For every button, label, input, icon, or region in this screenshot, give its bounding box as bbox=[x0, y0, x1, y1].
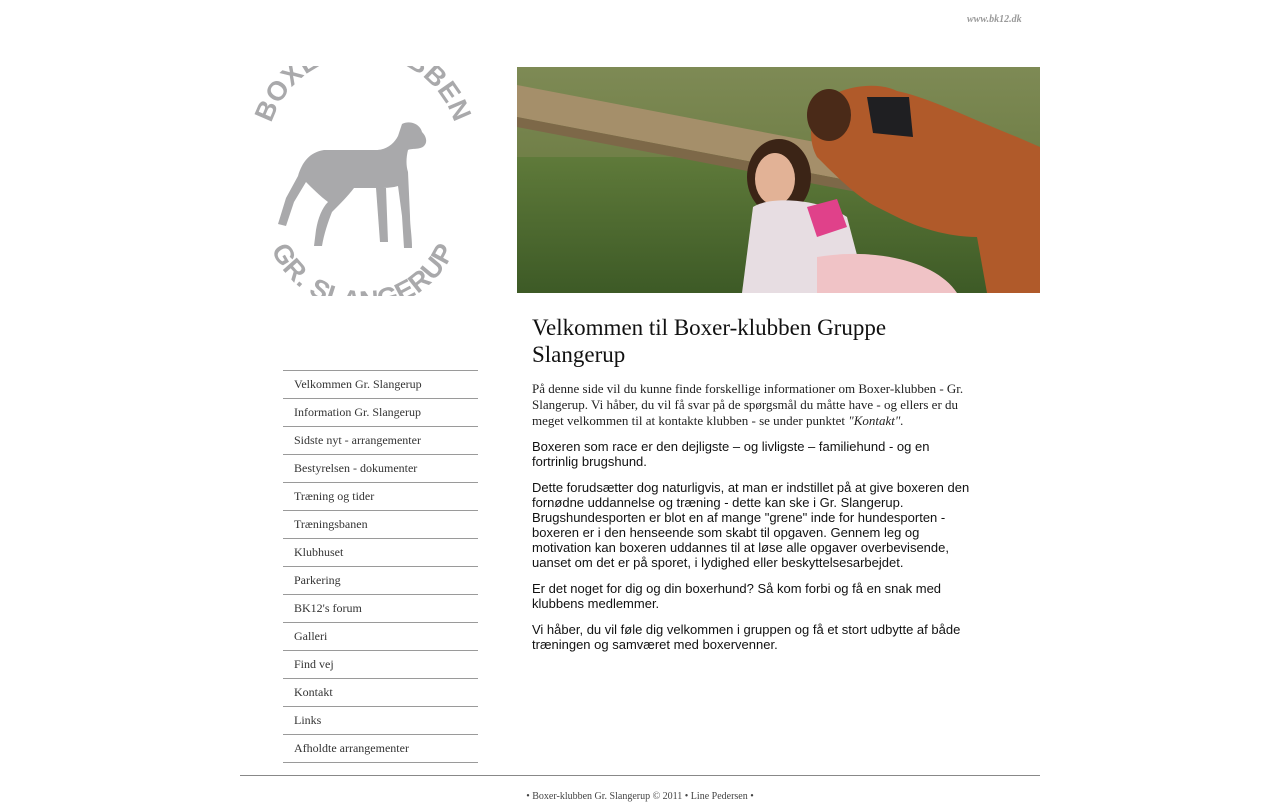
nav-item-bestyrelsen[interactable] bbox=[283, 455, 478, 483]
nav-item-traeningsbanen[interactable] bbox=[283, 511, 478, 539]
svg-text:GR. SLANGERUP bbox=[266, 238, 461, 296]
nav-link[interactable]: Klubhuset bbox=[294, 545, 344, 559]
boxer-dog-icon bbox=[278, 122, 426, 248]
nav-item-afholdte[interactable] bbox=[283, 735, 478, 763]
main-nav bbox=[283, 370, 478, 763]
nav-link[interactable]: Træning og tider bbox=[294, 489, 375, 503]
hero-photo bbox=[517, 67, 1040, 293]
page-title: Velkommen til Boxer-klubben Gruppe Slangerup bbox=[532, 315, 887, 367]
nav-item-information[interactable] bbox=[283, 399, 478, 427]
nav-link[interactable]: Bestyrelsen - dokumenter bbox=[294, 461, 418, 475]
kontakt-reference: "Kontakt". bbox=[848, 413, 904, 428]
body-paragraph: Boxeren som race er den dejligste – og livligste – familiehund - og en fortrinlig brugshund. bbox=[532, 439, 930, 469]
nav-item-sidste-nyt[interactable] bbox=[283, 427, 478, 455]
nav-link[interactable]: Galleri bbox=[294, 629, 328, 643]
nav-link[interactable]: Afholdte arrangementer bbox=[294, 741, 409, 755]
nav-item-links[interactable] bbox=[283, 707, 478, 735]
nav-item-velkommen[interactable] bbox=[283, 371, 478, 399]
nav-item-find-vej[interactable] bbox=[283, 651, 478, 679]
nav-link[interactable]: Links bbox=[294, 713, 322, 727]
site-link[interactable]: www.bk12.dk bbox=[967, 14, 1022, 25]
footer-divider bbox=[240, 775, 1040, 776]
logo-top-text: BOX BEN bbox=[252, 66, 474, 126]
body-paragraph: Vi håber, du vil føle dig velkommen i gruppen og få et stort udbytte af både træningen og samværet med boxervenner. bbox=[532, 622, 961, 652]
nav-link[interactable]: BK12's forum bbox=[294, 601, 362, 615]
nav-item-klubhuset[interactable] bbox=[283, 539, 478, 567]
intro-paragraph bbox=[532, 381, 972, 429]
intro-text: På denne side vil du kunne finde forskellige informationer om Boxer-klubben - Gr. Slangerup. Vi håber, du vil få svar på de spørgsmål du måtte have - og ellers er du meget velkommen til at kontakte klubben - se under punktet bbox=[532, 381, 964, 428]
nav-link[interactable]: Sidste nyt - arrangementer bbox=[294, 433, 421, 447]
nav-link[interactable]: Information Gr. Slangerup bbox=[294, 405, 421, 419]
main-content bbox=[532, 314, 972, 663]
body-paragraph: Dette forudsætter dog naturligvis, at man er indstillet på at give boxeren den fornødne uddannelse og træning - dette kan ske i Gr. Slangerup. Brugshundesporten er blot en af mange "grene" inde for hundesporten - boxeren er i den henseende som skabt til opgaven. Gennem leg og motivation kan boxeren uddannes til at løse alle opgaver overbevisende, uanset om det er på sporet, i lydighed eller beskyttelsesarbejdet. bbox=[532, 480, 970, 570]
body-paragraph: Er det noget for dig og din boxerhund? Så kom forbi og få en snak med klubbens medlemmer. bbox=[532, 581, 942, 611]
nav-link[interactable]: Velkommen Gr. Slangerup bbox=[294, 377, 422, 391]
nav-link[interactable]: Find vej bbox=[294, 657, 334, 671]
footer-text: • Boxer-klubben Gr. Slangerup © 2011 • Line Pedersen • bbox=[526, 791, 754, 802]
svg-text:BOXER-KLUBBEN bbox=[252, 66, 474, 126]
nav-item-forum[interactable] bbox=[283, 595, 478, 623]
nav-item-galleri[interactable] bbox=[283, 623, 478, 651]
nav-item-traening[interactable] bbox=[283, 483, 478, 511]
nav-item-kontakt[interactable] bbox=[283, 679, 478, 707]
nav-link[interactable]: Kontakt bbox=[294, 685, 333, 699]
nav-link[interactable]: Parkering bbox=[294, 573, 341, 587]
logo-bottom-text: GR. S ERUP bbox=[265, 238, 461, 296]
nav-link[interactable]: Træningsbanen bbox=[294, 517, 368, 531]
nav-item-parkering[interactable] bbox=[283, 567, 478, 595]
club-logo bbox=[252, 66, 474, 296]
